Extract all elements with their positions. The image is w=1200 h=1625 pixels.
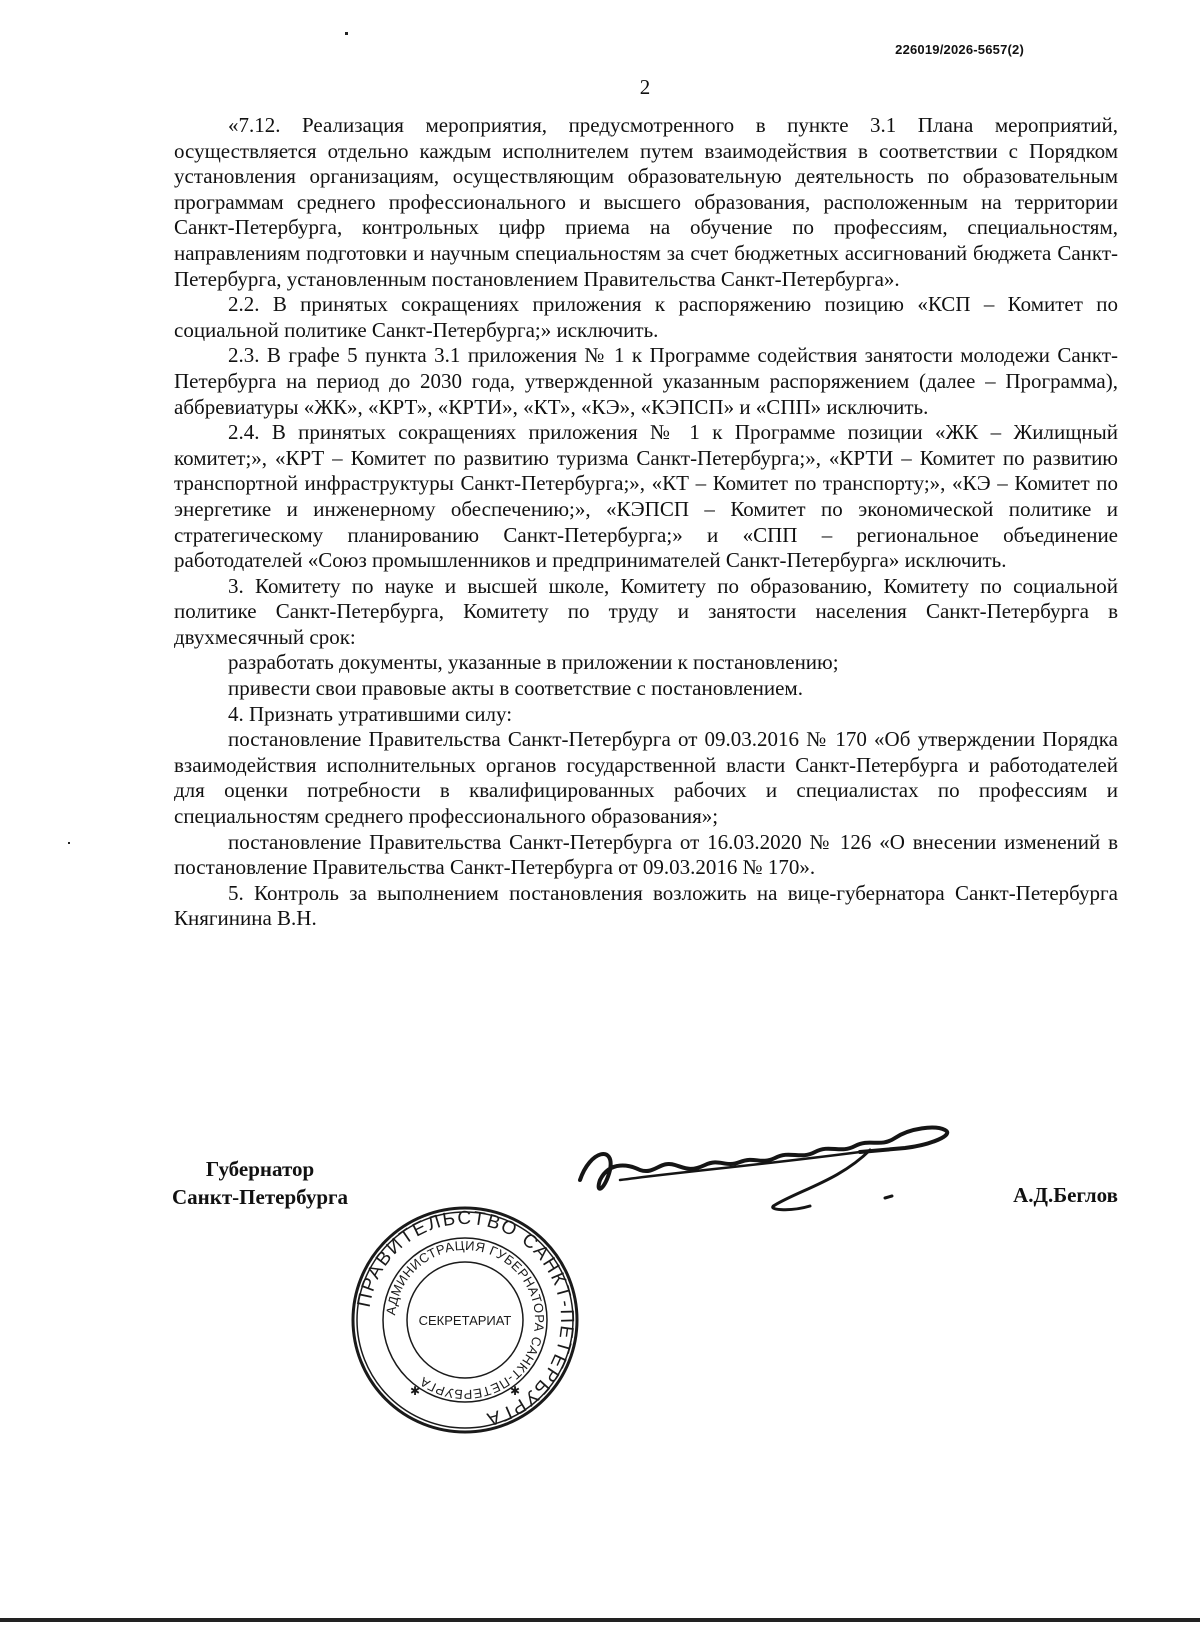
seal-outer-text: ПРАВИТЕЛЬСТВО САНКТ-ПЕТЕРБУРГА <box>353 1207 578 1430</box>
signatory-name: А.Д.Беглов <box>1013 1183 1118 1207</box>
seal-star-left: ✱ <box>410 1384 421 1398</box>
paragraph-4-item-1: постановление Правительства Санкт-Петербурга от 09.03.2016 № 170 «Об утверждении Порядка взаимодействия исполнительных органов государственной власти Санкт-Петербурга и работодателей для оценки потребности в квалифицированных рабочих и специалистах по профессиям и специальностям среднего профессионального образования»; <box>174 727 1118 829</box>
paragraph-7-12: «7.12. Реализация мероприятия, предусмотренного в пункте 3.1 Плана мероприятий, осуществляется отдельно каждым исполнителем путем взаимодействия в соответствии с Порядком установления организациям, осуществляющим образовательную деятельность по образовательным программам среднего профессионального и высшего образования, расположенным на территории Санкт-Петербурга, контрольных цифр приема на обучение по профессиям, специальностям, направлениям подготовки и научным специальностям за счет бюджетных ассигнований бюджета Санкт-Петербурга, установленным постановлением Правительства Санкт-Петербурга». <box>174 113 1118 291</box>
signatory-title-line2: Санкт-Петербурга <box>172 1185 349 1209</box>
scan-speck <box>68 842 70 844</box>
seal-star-right: ✱ <box>510 1384 521 1398</box>
document-number: 226019/2026-5657(2) <box>895 42 1024 57</box>
seal-inner-text: АДМИНИСТРАЦИЯ ГУБЕРНАТОРА САНКТ-ПЕТЕРБУРГА <box>383 1237 548 1403</box>
paragraph-3: 3. Комитету по науке и высшей школе, Комитету по образованию, Комитету по социальной политике Санкт-Петербурга, Комитету по труду и занятости населения Санкт-Петербурга в двухмесячный срок: <box>174 573 1118 649</box>
document-body <box>174 113 1118 932</box>
paragraph-2-2: 2.2. В принятых сокращениях приложения к распоряжению позицию «КСП – Комитет по социальной политике Санкт-Петербурга;» исключить. <box>174 292 1118 342</box>
paragraph-4-item-2: постановление Правительства Санкт-Петербурга от 16.03.2020 № 126 «О внесении изменений в постановление Правительства Санкт-Петербурга от 09.03.2016 № 170». <box>174 829 1118 880</box>
handwritten-signature <box>560 1110 980 1220</box>
paragraph-2-4: 2.4. В принятых сокращениях приложения № 1 к Программе позиции «ЖК – Жилищный комитет;», «КРТ – Комитет по развитию туризма Санкт-Петербурга;», «КРТИ – Комитет по развитию транспортной инфраструктуры Санкт-Петербурга;», «КТ – Комитет по транспорту;», «КЭ – Комитет по энергетике и инженерному обеспечению;», «КЭПСП – Комитет по экономической политике и стратегическому планированию Санкт-Петербурга;» и «СПП – региональное объединение работодателей «Союз промышленников и предпринимателей Санкт-Петербурга» исключить. <box>174 420 1118 573</box>
scan-edge-line <box>0 1618 1200 1622</box>
seal-center-text: СЕКРЕТАРИАТ <box>418 1313 512 1328</box>
signatory-title-line1: Губернатор <box>205 1157 315 1181</box>
paragraph-2-3: 2.3. В графе 5 пункта 3.1 приложения № 1 к Программе содействия занятости молодежи Санкт-Петербурга на период до 2030 года, утвержденной указанным распоряжением (далее – Программа), аббревиатуры «ЖК», «КРТ», «КРТИ», «КТ», «КЭ», «КЭПСП» и «СПП» исключить. <box>174 343 1118 419</box>
paragraph-5: 5. Контроль за выполнением постановления возложить на вице-губернатора Санкт-Петербурга Княгинина В.Н. <box>174 880 1118 931</box>
paragraph-3-item-2: привести свои правовые акты в соответствие с постановлением. <box>228 676 803 701</box>
paragraph-3-item-1: разработать документы, указанные в приложении к постановлению; <box>228 650 839 675</box>
signatory-title <box>172 1155 348 1211</box>
paragraph-4: 4. Признать утратившими силу: <box>228 701 513 726</box>
official-seal <box>350 1205 580 1435</box>
page-number: 2 <box>639 75 651 99</box>
scan-speck <box>345 32 348 35</box>
